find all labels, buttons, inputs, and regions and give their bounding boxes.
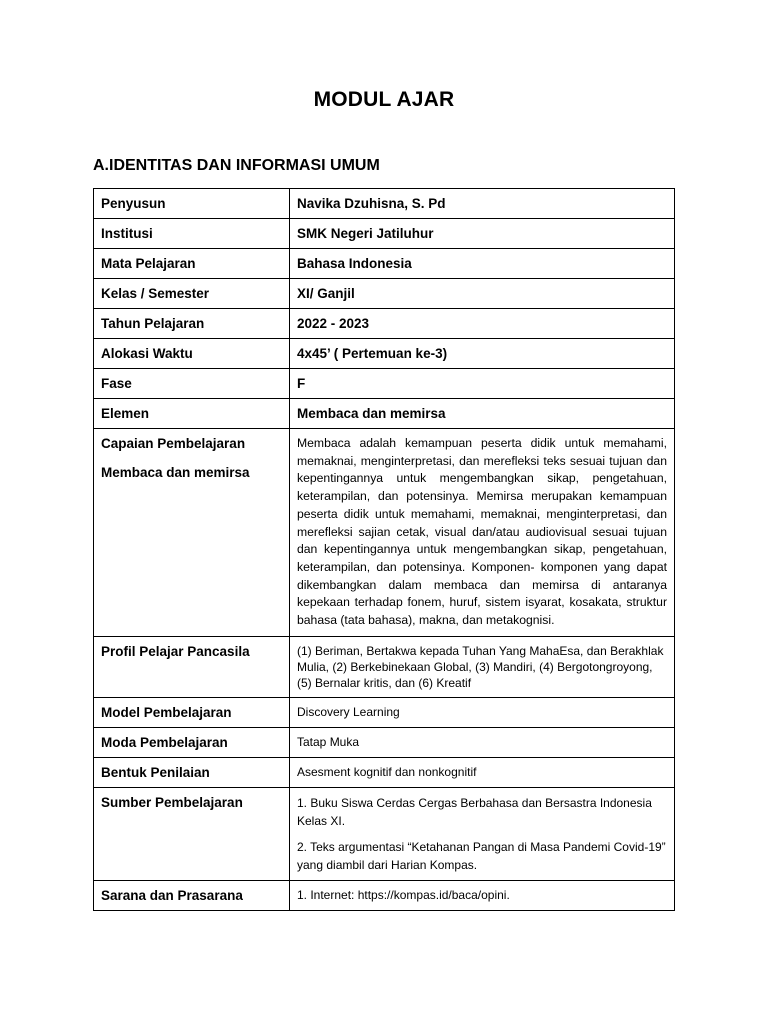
table-row-kelas-semester [94,279,675,309]
row-label: Mata Pelajaran [94,249,290,279]
row-value: F [290,369,675,399]
row-label: Penyusun [94,189,290,219]
table-row-alokasi-waktu [94,339,675,369]
row-label: Sumber Pembelajaran [94,787,290,880]
row-value-cell [290,787,675,880]
row-label: Profil Pelajar Pancasila [94,636,290,697]
row-label: Tahun Pelajaran [94,309,290,339]
section-heading: A.IDENTITAS DAN INFORMASI UMUM [93,157,380,174]
row-value: 1. Internet: https://kompas.id/baca/opini. [290,880,675,910]
row-label: Fase [94,369,290,399]
row-value: Bahasa Indonesia [290,249,675,279]
table-row-mata-pelajaran [94,249,675,279]
list-item: 1. Buku Siswa Cerdas Cergas Berbahasa dan Bersastra Indonesia Kelas XI. [297,795,652,828]
row-label: Moda Pembelajaran [94,727,290,757]
table-row-bentuk-penilaian [94,757,675,787]
row-label-group [94,429,290,637]
row-label: Bentuk Penilaian [94,757,290,787]
row-value-cell [290,429,675,637]
row-label: Kelas / Semester [94,279,290,309]
table-row-tahun-pelajaran [94,309,675,339]
row-value: 4x45’ ( Pertemuan ke-3) [290,339,675,369]
row-label: Sarana dan Prasarana [94,880,290,910]
row-value: (1) Beriman, Bertakwa kepada Tuhan Yang MahaEsa, dan Berakhlak Mulia, (2) Berkebinekaan Global, (3) Mandiri, (4) Bergotongroyong, (5) Bernalar kritis, dan (6) Kreatif [290,636,675,697]
list-item: 2. Teks argumentasi “Ketahanan Pangan di Masa Pandemi Covid-19” yang diambil dari Harian Kompas. [297,839,666,872]
row-label: Elemen [94,399,290,429]
row-value: Asesment kognitif dan nonkognitif [290,757,675,787]
identity-table [93,188,675,911]
table-row-model-pembelajaran [94,697,675,727]
row-value: Tatap Muka [290,727,675,757]
row-label: Capaian Pembelajaran [101,436,246,451]
row-value: Membaca dan memirsa [290,399,675,429]
table-row-sarana-prasarana [94,880,675,910]
row-value: Discovery Learning [290,697,675,727]
table-row-capaian-pembelajaran [94,429,675,637]
row-value: Navika Dzuhisna, S. Pd [290,189,675,219]
table-row-moda-pembelajaran [94,727,675,757]
table-row-institusi [94,219,675,249]
table-row-sumber-pembelajaran [94,787,675,880]
row-label: Model Pembelajaran [94,697,290,727]
table-row-penyusun [94,189,675,219]
document-title: MODUL AJAR [313,88,455,111]
row-sublabel: Membaca dan memirsa [101,465,250,480]
row-value: 2022 - 2023 [290,309,675,339]
row-value: SMK Negeri Jatiluhur [290,219,675,249]
table-row-profil-pelajar [94,636,675,697]
row-label: Institusi [94,219,290,249]
row-label: Alokasi Waktu [94,339,290,369]
table-row-fase [94,369,675,399]
table-row-elemen [94,399,675,429]
row-value: Membaca adalah kemampuan peserta didik untuk memahami, memaknai, menginterpretasi, dan merefleksi teks sesuai tujuan dan kepentingannya untuk mengembangkan sikap, pengetahuan, keterampilan, dan potensinya. Memirsa merupakan kemampuan peserta didik untuk memahami, memaknai, menginterpretasi, dan merefleksi sajian cetak, visual dan/atau audiovisual sesuai tujuan dan kepentingannya untuk mengembangkan sikap, pengetahuan, keterampilan, dan potensinya. Komponen- komponen yang dapat dikembangkan dalam membaca dan memirsa di antaranya kepekaan terhadap fonem, huruf, sistem isyarat, kosakata, struktur bahasa (tata bahasa), makna, dan metakognisi. [297,436,667,628]
row-value: XI/ Ganjil [290,279,675,309]
